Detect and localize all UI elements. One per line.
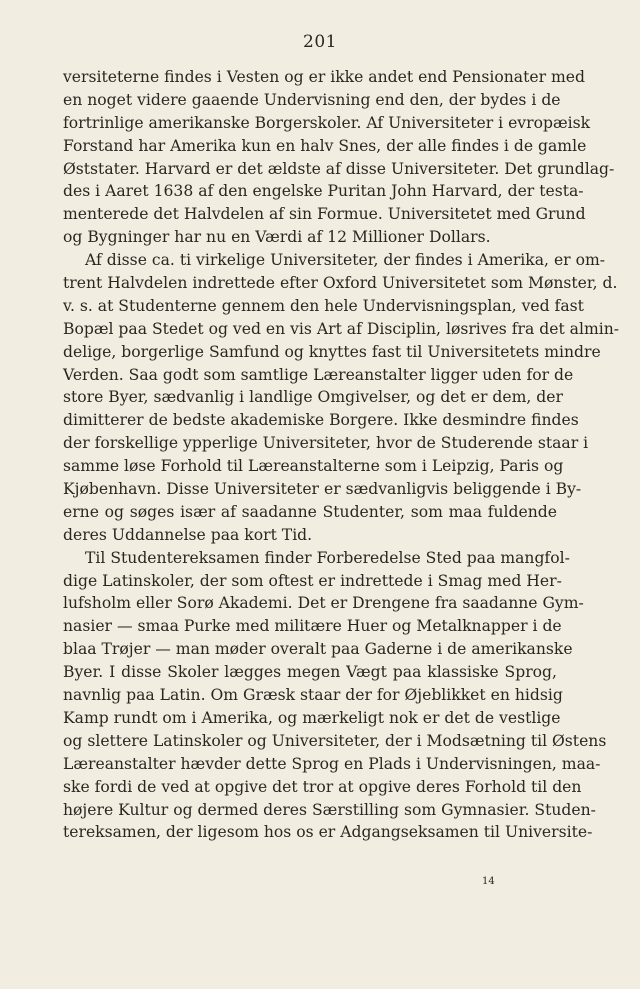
text-line: des i Aaret 1638 af den engelske Puritan John Harvard, der testa- [63, 182, 584, 201]
text-line: samme løse Forhold til Læreanstalterne som i Leipzig, Paris og [63, 457, 564, 476]
page-number: 201 [303, 32, 337, 52]
text-line: blaa Trøjer — man møder overalt paa Gaderne i de amerikanske [63, 640, 573, 659]
text-line: Øststater. Harvard er det ældste af disse Universiteter. Det grundlag- [63, 159, 615, 178]
text-line: højere Kultur og dermed deres Særstilling som Gymnasier. Studen- [63, 800, 596, 819]
signature-mark: 14 [482, 876, 495, 887]
text-line: og slettere Latinskoler og Universiteter, der i Modsætning til Østens [63, 731, 607, 750]
text-line: trent Halvdelen indrettede efter Oxford Universitetet som Mønster, d. [63, 274, 618, 293]
text-line: Kamp rundt om i Amerika, og mærkeligt nok er det de vestlige [63, 708, 561, 727]
text-line: store Byer, sædvanlig i landlige Omgivelser, og det er dem, der [63, 388, 563, 407]
text-line: menterede det Halvdelen af sin Formue. Universitetet med Grund [63, 205, 586, 224]
text-line: Kjøbenhavn. Disse Universiteter er sædvanligvis beliggende i By- [63, 480, 582, 499]
text-line: nasier — smaa Purke med militære Huer og Metalknapper i de [63, 617, 562, 636]
text-line: der forskellige ypperlige Universiteter, hvor de Studerende staar i [63, 434, 589, 453]
text-line: delige, borgerlige Samfund og knyttes fast til Universitetets mindre [63, 342, 601, 361]
text-line: en noget videre gaaende Undervisning end den, der bydes i de [63, 90, 561, 109]
text-line: navnlig paa Latin. Om Græsk staar der for Øjeblikket en hidsig [63, 686, 563, 705]
text-line: tereksamen, der ligesom hos os er Adgangseksamen til Universite- [63, 823, 593, 842]
text-line: Bopæl paa Stedet og ved en vis Art af Disciplin, løsrives fra det almin- [63, 319, 620, 338]
text-line: Verden. Saa godt som samtlige Læreanstalter ligger uden for de [63, 365, 574, 384]
paragraph-end-line: deres Uddannelse paa kort Tid. [63, 525, 313, 544]
text-line: dige Latinskoler, der som oftest er indrettede i Smag med Her- [63, 571, 562, 590]
text-line: erne og søges især af saadanne Studenter, som maa fuldende [63, 502, 557, 521]
body-text [63, 66, 620, 844]
paragraph-end-line: og Bygninger har nu en Værdi af 12 Millioner Dollars. [63, 228, 491, 247]
text-line: lufsholm eller Sorø Akademi. Det er Drengene fra saadanne Gym- [63, 594, 584, 613]
text-line: versiteterne findes i Vesten og er ikke andet end Pensionater med [63, 68, 585, 86]
text-line: fortrinlige amerikanske Borgerskoler. Af Universiteter i evropæisk [63, 113, 591, 132]
text-line: Forstand har Amerika kun en halv Snes, der alle findes i de gamle [63, 136, 587, 155]
text-line: ske fordi de ved at opgive det tror at opgive deres Forhold til den [63, 777, 582, 796]
text-line: Byer. I disse Skoler lægges megen Vægt paa klassiske Sprog, [63, 663, 557, 682]
text-line: Læreanstalter hævder dette Sprog en Plads i Undervisningen, maa- [63, 754, 601, 773]
text-line: dimitterer de bedste akademiske Borgere. Ikke desmindre findes [63, 411, 579, 430]
text-line: v. s. at Studenterne gennem den hele Undervisningsplan, ved fast [63, 296, 584, 315]
paragraph-start-line: Af disse ca. ti virkelige Universiteter, der findes i Amerika, er om- [85, 251, 606, 270]
paragraph-start-line: Til Studentereksamen finder Forberedelse Sted paa mangfol- [85, 548, 570, 567]
